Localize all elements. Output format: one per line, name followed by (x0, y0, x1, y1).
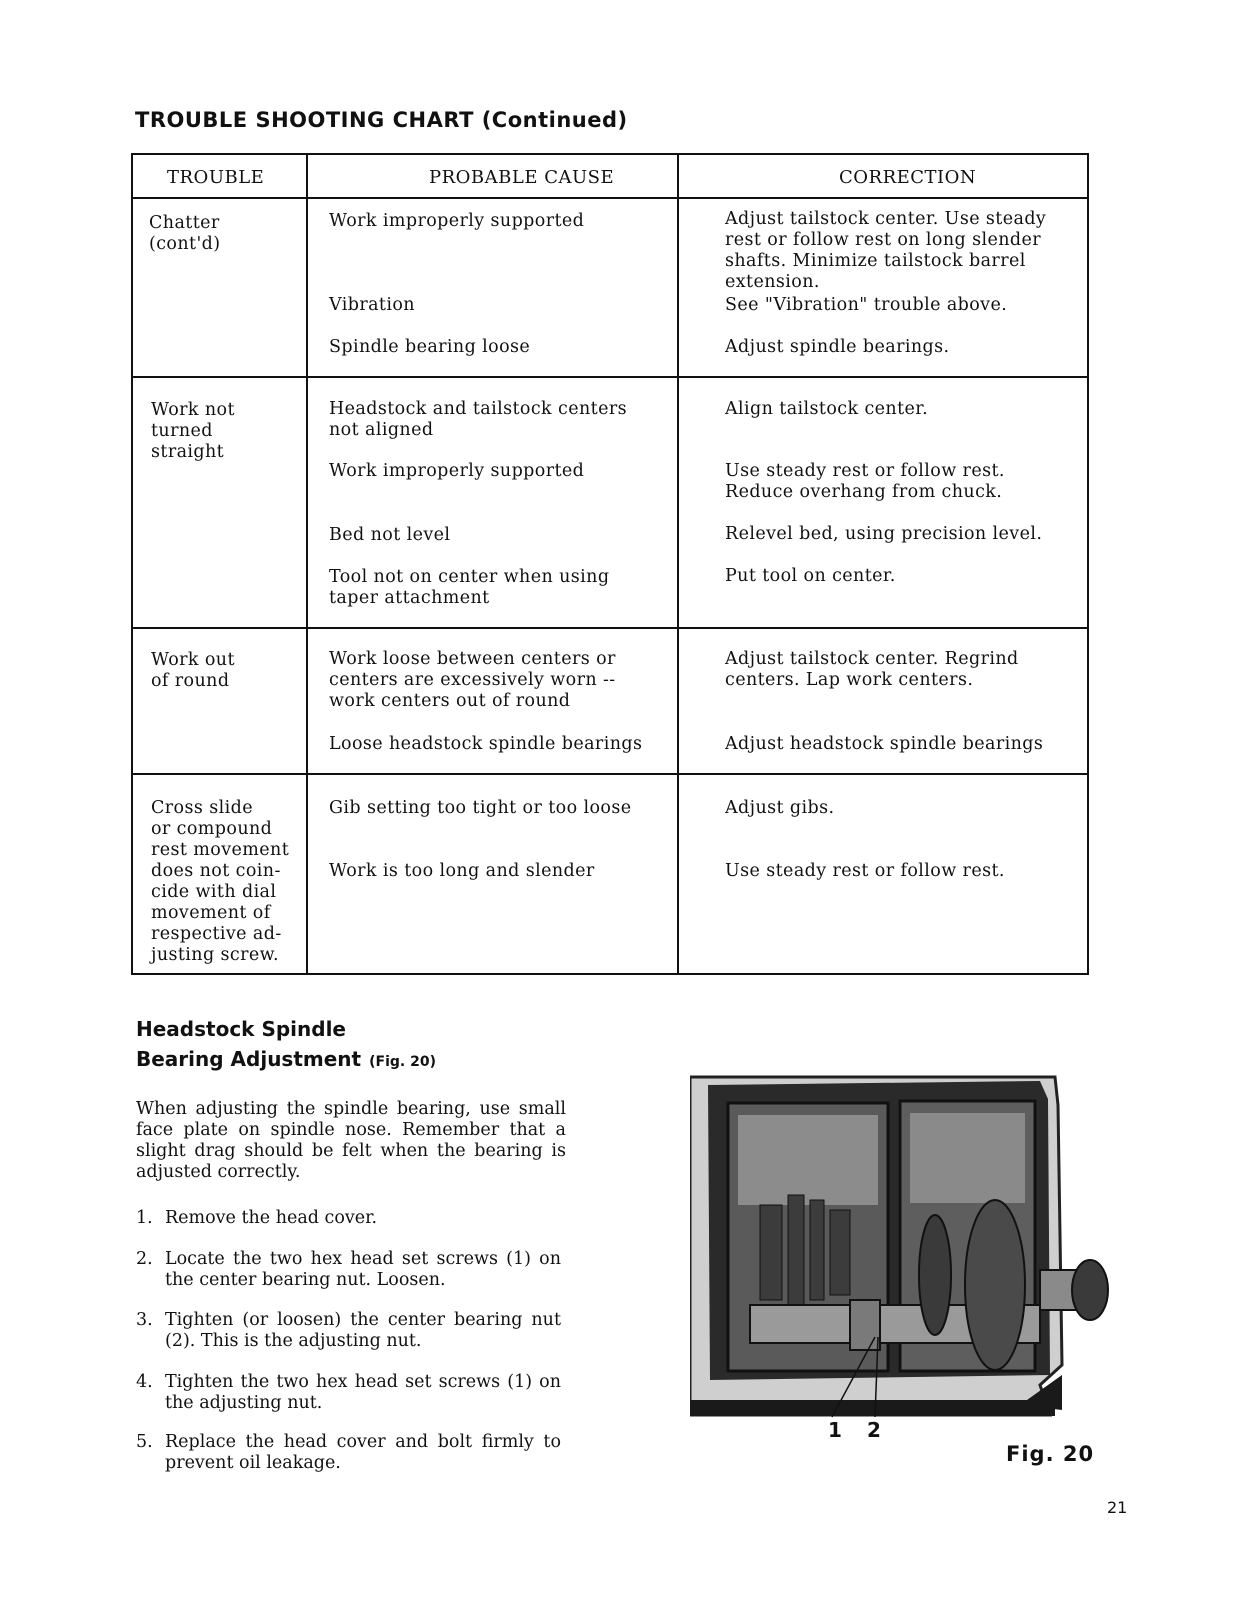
cause-cell: Loose headstock spindle bearings (329, 734, 643, 754)
callout-number-1: 1 (828, 1418, 842, 1442)
header-trouble: TROUBLE (167, 167, 265, 188)
header-probable-cause: PROBABLE CAUSE (429, 167, 615, 188)
section-title-line1: Headstock Spindle (136, 1017, 346, 1041)
column-divider (306, 155, 308, 973)
correction-cell: Use steady rest or follow rest. (725, 861, 1005, 881)
cause-cell: Gib setting too tight or too loose (329, 798, 632, 818)
correction-cell: Adjust gibs. (725, 798, 835, 818)
step-number: 2. (136, 1249, 153, 1269)
step-number: 1. (136, 1208, 153, 1228)
step-number: 5. (136, 1432, 153, 1452)
cause-cell: Work improperly supported (329, 211, 585, 231)
correction-cell: Adjust tailstock center. Regrind centers. Lap work centers. (725, 649, 1019, 690)
trouble-shooting-table (131, 153, 1089, 975)
step-text: Remove the head cover. (165, 1208, 378, 1228)
correction-cell: Align tailstock center. (725, 399, 929, 419)
correction-cell: See "Vibration" trouble above. (725, 295, 1008, 315)
callout-number-2: 2 (867, 1418, 881, 1442)
header-divider (133, 197, 1087, 199)
cause-cell: Vibration (329, 295, 415, 315)
intro-paragraph: When adjusting the spindle bearing, use small face plate on spindle nose. Remember that a slight drag should be felt when the bearing is adjusted correctly. (136, 1099, 566, 1182)
correction-cell: Put tool on center. (725, 566, 896, 586)
cause-cell: Work improperly supported (329, 461, 585, 481)
cause-cell: Headstock and tailstock centers not aligned (329, 399, 627, 440)
correction-cell: Use steady rest or follow rest. Reduce overhang from chuck. (725, 461, 1005, 502)
figure-reference: (Fig. 20) (369, 1054, 436, 1070)
row-divider (133, 773, 1087, 775)
step-text: Replace the head cover and bolt firmly to prevent oil leakage. (165, 1432, 561, 1473)
correction-cell: Adjust spindle bearings. (725, 337, 950, 357)
correction-cell: Adjust headstock spindle bearings (725, 734, 1044, 754)
column-divider (677, 155, 679, 973)
page-heading: TROUBLE SHOOTING CHART (Continued) (135, 108, 628, 132)
cause-cell: Work loose between centers or centers are excessively worn -- work centers out of round (329, 649, 616, 711)
correction-cell: Adjust tailstock center. Use steady rest or follow rest on long slender shafts. Minimize tailstock barrel extension. (725, 209, 1047, 292)
trouble-cell: Work not turned straight (151, 400, 235, 462)
cause-cell: Work is too long and slender (329, 861, 595, 881)
step-text: Locate the two hex head set screws (1) on the center bearing nut. Loosen. (165, 1249, 561, 1290)
section-title-text: Bearing Adjustment (136, 1047, 362, 1071)
row-divider (133, 376, 1087, 378)
cause-cell: Tool not on center when using taper attachment (329, 567, 610, 608)
step-text: Tighten the two hex head set screws (1) on the adjusting nut. (165, 1372, 561, 1413)
trouble-cell: Work out of round (151, 650, 235, 691)
section-title-line2 (136, 1047, 436, 1071)
correction-cell: Relevel bed, using precision level. (725, 524, 1043, 544)
step-number: 3. (136, 1310, 153, 1330)
headstock-photo (690, 1075, 1120, 1420)
figure-label: Fig. 20 (1006, 1442, 1095, 1466)
trouble-cell: Cross slide or compound rest movement does not coin- cide with dial movement of respective ad- justing screw. (151, 798, 290, 965)
trouble-cell: Chatter (cont'd) (149, 213, 221, 254)
page-number: 21 (1107, 1498, 1128, 1517)
header-correction: CORRECTION (839, 167, 977, 188)
cause-cell: Spindle bearing loose (329, 337, 531, 357)
step-number: 4. (136, 1372, 153, 1392)
step-text: Tighten (or loosen) the center bearing nut (2). This is the adjusting nut. (165, 1310, 561, 1351)
cause-cell: Bed not level (329, 525, 451, 545)
row-divider (133, 627, 1087, 629)
